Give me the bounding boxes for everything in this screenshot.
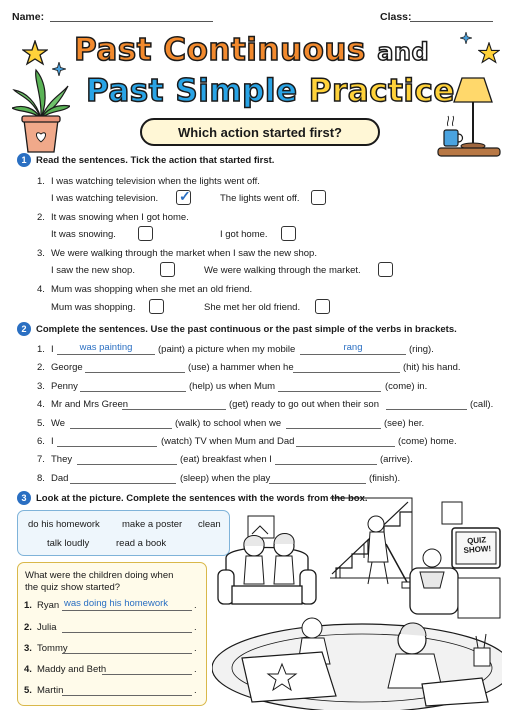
option-a-label: Mum was shopping. [51, 302, 136, 313]
title-part-practice: Practice [308, 73, 455, 109]
item-number: 7. [37, 454, 45, 465]
name-field[interactable] [50, 21, 213, 22]
verb-prompt-2: (finish). [369, 473, 401, 484]
option-a-checkbox[interactable] [149, 299, 164, 314]
verb-prompt-1: (watch) TV when Mum and Dad [161, 436, 295, 447]
answer-blank-1[interactable] [70, 418, 172, 429]
child-name: Martin [37, 685, 64, 696]
option-a-checkbox[interactable] [176, 190, 191, 205]
item-number: 4. [37, 284, 45, 295]
section-1-instruction: Read the sentences. Tick the action that started first. [36, 155, 275, 166]
item-subject: Penny [51, 381, 78, 392]
item-number: 1. [37, 176, 45, 187]
word-item: clean [198, 519, 221, 530]
answer-text-1: was painting [79, 342, 133, 353]
answer-blank[interactable] [62, 643, 192, 654]
star-icon [22, 40, 48, 66]
item-subject: We [51, 418, 66, 429]
item-number: 1. [37, 344, 45, 355]
answer-blank-2[interactable] [275, 454, 377, 465]
item-subject: Dad [51, 473, 69, 484]
potted-plant-icon [12, 68, 70, 154]
option-b-label: We were walking through the market. [204, 265, 361, 276]
title-line-2 [86, 73, 455, 109]
item-number: 5. [24, 685, 32, 696]
item-sentence: Mum was shopping when she met an old friend. [51, 284, 253, 295]
item-subject: They [51, 454, 73, 465]
answer-blank[interactable] [102, 664, 192, 675]
item-number: 2. [37, 362, 45, 373]
option-b-label: I got home. [220, 229, 268, 240]
item-subject: I [51, 344, 54, 355]
subtitle: Which action started first? [178, 124, 342, 140]
verb-prompt-2: (arrive). [380, 454, 413, 465]
item-number: 4. [37, 399, 45, 410]
star-icon [478, 42, 500, 64]
item-number: 5. [37, 418, 45, 429]
word-item: read a book [116, 538, 167, 549]
answer-blank-1[interactable] [85, 362, 185, 373]
answer-blank-2[interactable] [293, 362, 400, 373]
answer-blank-2[interactable] [296, 436, 395, 447]
item-subject: George [51, 362, 83, 373]
living-room-illustration [212, 488, 502, 710]
period: . [194, 664, 197, 675]
verb-prompt-1: (walk) to school when we [175, 418, 282, 429]
item-sentence: It was snowing when I got home. [51, 212, 189, 223]
answer-blank-1[interactable] [57, 436, 157, 447]
answer-blank-2[interactable] [386, 399, 467, 410]
option-b-label: The lights went off. [220, 193, 300, 204]
item-number: 2. [37, 212, 45, 223]
word-item: do his homework [28, 519, 100, 530]
title-part-past-continuous: Past Continuous [74, 32, 366, 68]
section-3-instruction: Look at the picture. Complete the sentences with the words from the box. [36, 493, 368, 504]
class-label: Class: [380, 11, 412, 23]
child-name: Tommy [37, 643, 68, 654]
option-b-checkbox[interactable] [311, 190, 326, 205]
section-3-number: 3 [17, 491, 31, 505]
verb-prompt-1: (help) us when Mum [189, 381, 276, 392]
title-part-past-simple: Past Simple [86, 73, 298, 109]
option-b-checkbox[interactable] [378, 262, 393, 277]
item-number: 8. [37, 473, 45, 484]
item-number: 3. [24, 643, 32, 654]
answer-blank-1[interactable] [122, 399, 226, 410]
period: . [194, 643, 197, 654]
word-box [17, 510, 230, 556]
name-label: Name: [12, 11, 45, 23]
sparkle-icon [460, 32, 472, 44]
option-a-label: It was snowing. [51, 229, 116, 240]
verb-prompt-1: (get) ready to go out when their son [229, 399, 379, 410]
answer-text: was doing his homework [64, 598, 169, 609]
item-number: 2. [24, 622, 32, 633]
class-field[interactable] [410, 21, 493, 22]
title-part-and: and [377, 38, 430, 66]
item-sentence: We were walking through the market when I saw the new shop. [51, 248, 317, 259]
answer-blank-2[interactable] [269, 473, 366, 484]
item-number: 4. [24, 664, 32, 675]
item-number: 3. [37, 248, 45, 259]
section-2-instruction: Complete the sentences. Use the past continuous or the past simple of the verbs in brackets. [36, 324, 457, 335]
verb-prompt-2: (come) home. [398, 436, 457, 447]
option-b-label: She met her old friend. [204, 302, 301, 313]
answer-blank-1[interactable] [77, 454, 177, 465]
option-b-checkbox[interactable] [281, 226, 296, 241]
answer-blank[interactable] [62, 685, 192, 696]
child-name: Julia [37, 622, 57, 633]
option-a-checkbox[interactable] [138, 226, 153, 241]
verb-prompt-2: (come) in. [385, 381, 428, 392]
verb-prompt-1: (use) a hammer when he [188, 362, 294, 373]
verb-prompt-2: (ring). [409, 344, 434, 355]
section-2-number: 2 [17, 322, 31, 336]
child-name: Maddy and Beth [37, 664, 107, 675]
answer-blank[interactable] [62, 622, 192, 633]
option-a-checkbox[interactable] [160, 262, 175, 277]
answer-text-2: rang [343, 342, 363, 353]
item-number: 1. [24, 600, 32, 611]
period: . [194, 600, 197, 611]
verb-prompt-2: (hit) his hand. [403, 362, 461, 373]
verb-prompt-2: (call). [470, 399, 494, 410]
title-line-1 [74, 32, 429, 68]
item-number: 6. [37, 436, 45, 447]
verb-prompt-1: (eat) breakfast when I [180, 454, 272, 465]
period: . [194, 685, 197, 696]
verb-prompt-1: (sleep) when the play [180, 473, 271, 484]
answer-blank-1[interactable] [80, 381, 186, 392]
verb-prompt-1: (paint) a picture when my mobile [158, 344, 296, 355]
tv-screen-text: QUIZ SHOW! [463, 535, 492, 555]
answer-blank-1[interactable] [70, 473, 176, 484]
item-subject: Mr and Mrs Green [51, 399, 129, 410]
item-number: 3. [37, 381, 45, 392]
verb-prompt-2: (see) her. [384, 418, 425, 429]
word-item: make a poster [122, 519, 183, 530]
item-subject: I [51, 436, 54, 447]
option-a-label: I saw the new shop. [51, 265, 135, 276]
question-text: What were the children doing when the quiz show started? [25, 570, 174, 593]
answer-blank-2[interactable] [278, 381, 381, 392]
item-sentence: I was watching television when the lights went off. [51, 176, 260, 187]
subtitle-banner [140, 118, 380, 146]
period: . [194, 622, 197, 633]
section-1-number: 1 [17, 153, 31, 167]
child-name: Ryan [37, 600, 60, 611]
option-a-label: I was watching television. [51, 193, 159, 204]
option-b-checkbox[interactable] [315, 299, 330, 314]
word-item: talk loudly [47, 538, 90, 549]
answer-blank-2[interactable] [286, 418, 381, 429]
